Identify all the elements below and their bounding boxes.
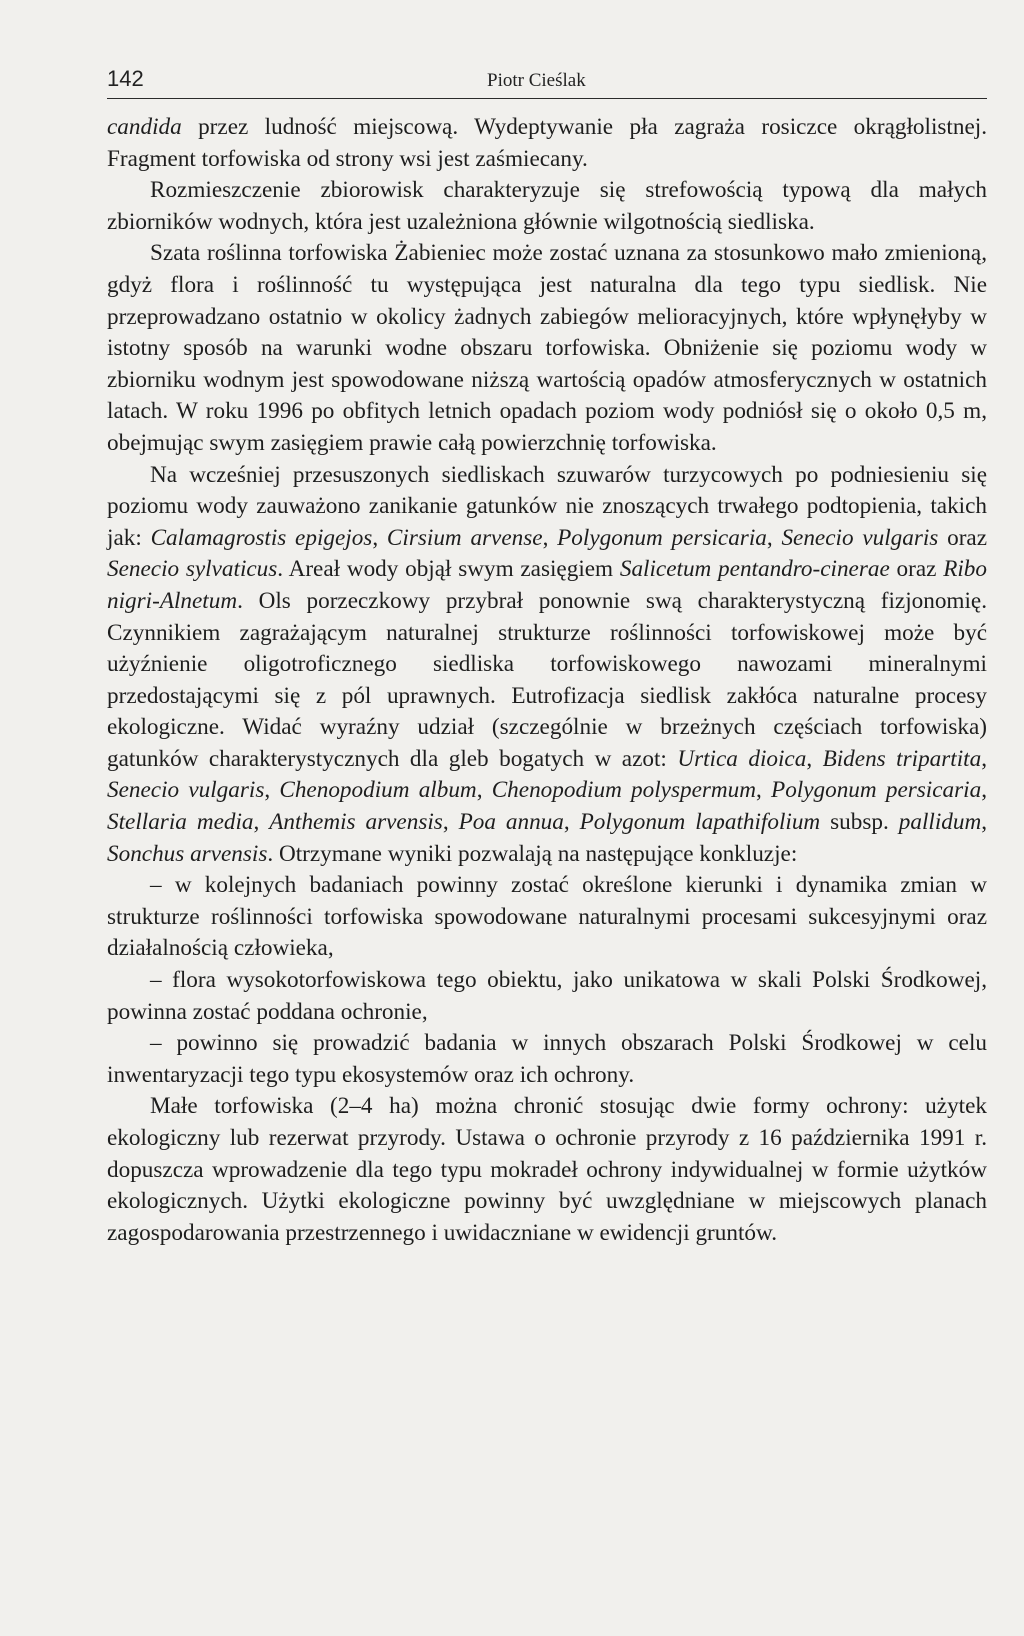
species-name: pallidum bbox=[898, 809, 982, 836]
text-run: , bbox=[756, 777, 772, 804]
paragraph bbox=[107, 112, 987, 175]
text-run: , bbox=[264, 777, 280, 804]
species-name: Stellaria media bbox=[107, 809, 254, 836]
text-run: przez ludność miejscową. Wydeptywanie pła zagraża rosiczce okrągłolistnej. Fragment torfowiska od strony wsi jest zaśmiecany. bbox=[107, 114, 987, 172]
species-name: Polygonum persicaria bbox=[557, 524, 767, 551]
text-run: . Otrzymane wyniki pozwalają na następujące konkluzje: bbox=[267, 840, 798, 867]
species-name: Cirsium arvense bbox=[386, 524, 543, 551]
species-name: Poa annua bbox=[458, 809, 564, 836]
species-name: Polygonum persicaria bbox=[771, 777, 982, 804]
text-run: – powinno się prowadzić badania w innych obszarach Polski Środkowej w celu inwentaryzacji tego typu ekosystemów oraz ich ochrony. bbox=[107, 1030, 987, 1088]
text-run: . Ols porzeczkowy przybrał ponownie swą charakterystyczną fizjonomię. Czynnikiem zagrażającym naturalnej strukturze roślinności torfowiskowej może być użyźnienie oligotroficznego siedliska torfowiskowego nawozami mineralnymi przedostającymi się z pól uprawnych. Eutrofizacja siedlisk zakłóca naturalne procesy ekologiczne. Widać wyraźny udział (szczególnie w brzeżnych częściach torfowiska) gatunków charakterystycznych dla gleb bogatych w azot: bbox=[107, 587, 987, 772]
species-name: Sonchus arvensis bbox=[107, 840, 268, 867]
text-run: Szata roślinna torfowiska Żabieniec może zostać uznana za stosunkowo mało zmienioną, gdyż flora i roślinność tu występująca jest naturalna dla tego typu siedlisk. Nie przeprowadzano ostatnio w okolicy żadnych zabiegów melioracyjnych, które wpłynęłyby w istotny sposób na warunki wodne obszaru torfowiska. Obniżenie się poziomu wody w zbiorniku wodnym jest spowodowane niższą wartością opadów atmosferycznych w ostatnich latach. W roku 1996 po obfitych letnich opadach poziom wody podniósł się o około 0,5 m, obejmując swym zasięgiem prawie całą powierzchnię torfowiska. bbox=[107, 240, 987, 456]
body-text bbox=[107, 112, 987, 1249]
text-run: , bbox=[806, 745, 823, 772]
species-name: Anthemis arvensis bbox=[269, 809, 443, 836]
species-name: Polygonum lapathifolium bbox=[579, 809, 821, 836]
text-run: , bbox=[476, 777, 492, 804]
text-run: subsp. bbox=[820, 809, 899, 836]
text-run: Małe torfowiska (2–4 ha) można chronić stosując dwie formy ochrony: użytek ekologiczny lub rezerwat przyrody. Ustawa o ochronie przyrody z 16 października 1991 r. dopuszcza wprowadzenie dla tego typu mokradeł ochrony indywidualnej w formie użytków ekologicznych. Użytki ekologiczne powinny być uwzględniane w miejscowych planach zagospodarowania przestrzennego i uwidaczniane w ewidencji gruntów. bbox=[107, 1093, 987, 1246]
paragraph bbox=[107, 870, 987, 965]
paragraph bbox=[107, 965, 987, 1028]
species-name: Senecio vulgaris bbox=[781, 524, 939, 551]
paragraph bbox=[107, 238, 987, 459]
text-run: , bbox=[563, 809, 580, 836]
species-name: Bidens tripartita bbox=[822, 745, 982, 772]
species-name: candida bbox=[107, 114, 182, 140]
page-number: 142 bbox=[107, 66, 144, 91]
species-name: Salicetum pentandro-cinerae bbox=[619, 556, 890, 583]
paragraph bbox=[107, 175, 987, 238]
species-name: Senecio sylvaticus bbox=[107, 556, 278, 583]
text-run: – flora wysokotorfowiskowa tego obiektu, jako unikatowa w skali Polski Środkowej, powinna zostać poddana ochronie, bbox=[107, 967, 987, 1025]
text-run: , bbox=[981, 777, 987, 804]
text-run: . Areał wody objął swym zasięgiem bbox=[277, 556, 620, 583]
text-run: , bbox=[766, 524, 782, 551]
paragraph bbox=[107, 1028, 987, 1091]
text-run: , bbox=[542, 524, 558, 551]
species-name: Chenopodium album bbox=[279, 777, 477, 804]
running-author: Piotr Cieślak bbox=[487, 70, 586, 91]
running-header bbox=[107, 58, 987, 99]
text-run: oraz bbox=[938, 524, 988, 551]
species-name: Ribo nigri-Alnetum bbox=[107, 556, 987, 614]
text-run: , bbox=[253, 809, 270, 836]
text-run: Na wcześniej przesuszonych siedliskach szuwarów turzycowych po podniesieniu się poziomu wody zauważono zanikanie gatunków nie znoszących trwałego podtopienia, takich jak: bbox=[107, 461, 987, 551]
text-run: – w kolejnych badaniach powinny zostać określone kierunki i dynamika zmian w strukturze roślinności torfowiska spowodowane naturalnymi procesami sukcesyjnymi oraz działalnością człowieka, bbox=[107, 872, 987, 962]
paragraph bbox=[107, 460, 987, 871]
text-run: oraz bbox=[889, 556, 944, 583]
species-name: Calamagrostis epigejos bbox=[150, 524, 373, 551]
text-run: Rozmieszczenie zbiorowisk charakteryzuje się strefowością typową dla małych zbiorników wodnych, która jest uzależniona głównie wilgotnością siedliska. bbox=[107, 177, 987, 235]
text-run: , bbox=[442, 809, 459, 836]
text-run: , bbox=[372, 524, 387, 551]
text-run: , bbox=[981, 809, 987, 836]
species-name: Urtica dioica bbox=[677, 745, 807, 772]
species-name: Senecio vulgaris bbox=[107, 777, 265, 804]
species-name: Chenopodium polyspermum bbox=[491, 777, 756, 804]
text-run: , bbox=[981, 745, 987, 772]
paragraph bbox=[107, 1091, 987, 1249]
